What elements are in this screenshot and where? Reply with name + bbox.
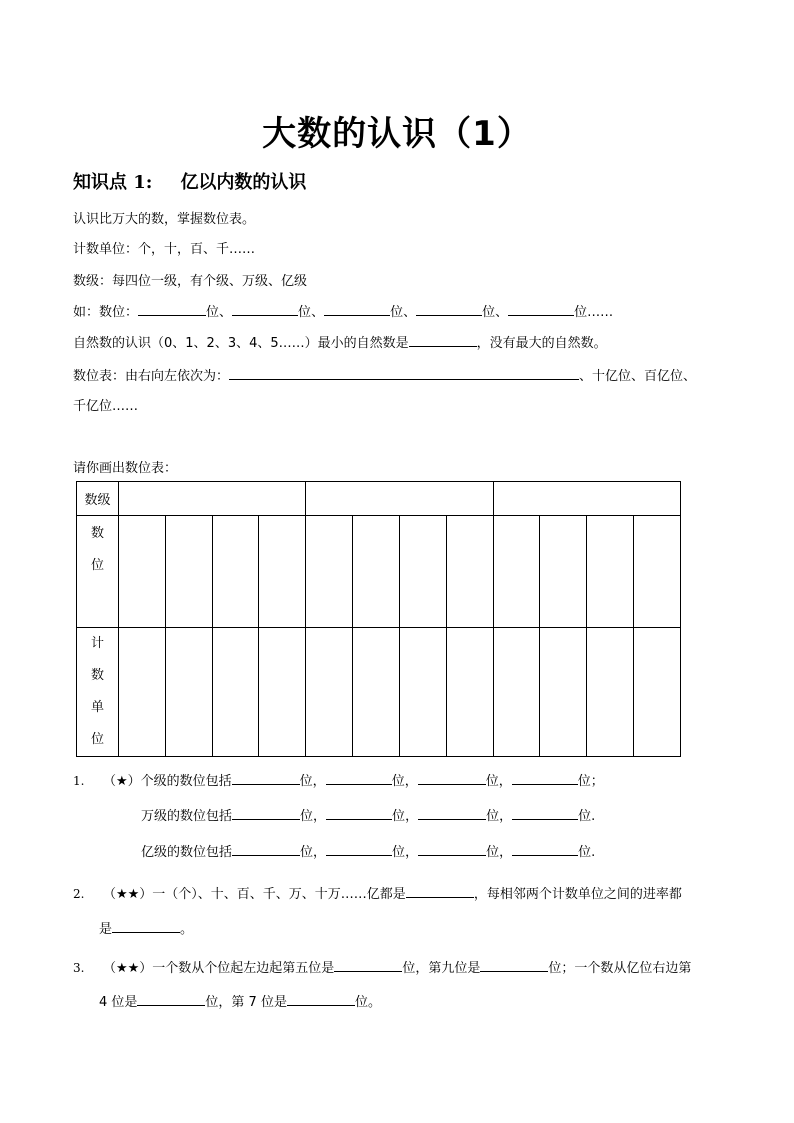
answer-blank[interactable]: [480, 959, 548, 972]
question-3-row-2: [99, 991, 381, 1010]
answer-blank[interactable]: [326, 843, 392, 856]
unit-cell[interactable]: [259, 628, 306, 757]
answer-blank[interactable]: [508, 303, 574, 316]
section-heading: [73, 168, 306, 194]
place-table-line: [73, 365, 696, 384]
answer-blank[interactable]: [416, 303, 482, 316]
sep-text: 、: [495, 305, 509, 320]
place-example-line: [73, 301, 613, 320]
question-text: 位，第九位是: [402, 961, 481, 976]
question-number: 2.: [73, 887, 85, 901]
answer-blank[interactable]: [137, 993, 205, 1006]
digit-cell[interactable]: [540, 516, 587, 628]
answer-blank[interactable]: [418, 772, 486, 785]
comma-text: ，: [312, 774, 326, 789]
natural-suffix: ，没有最大的自然数。: [476, 336, 607, 351]
question-text: ，每相邻两个计数单位之间的进率都: [473, 887, 682, 902]
example-suffix: 位……: [574, 305, 614, 320]
question-text: 位；一个数从亿位右边第: [548, 961, 692, 976]
comma-text: ，: [404, 774, 418, 789]
answer-blank[interactable]: [229, 367, 579, 380]
levels-line: 数级：每四位一级，有个级、万级、亿级: [73, 274, 308, 289]
example-prefix: 如：数位：: [73, 305, 139, 320]
end-text: 位.: [578, 845, 596, 860]
answer-blank[interactable]: [232, 772, 300, 785]
end-text: 位。: [354, 995, 381, 1010]
comma-text: ，: [405, 809, 419, 824]
digit-cell[interactable]: [446, 516, 493, 628]
comma-text: ，: [313, 845, 327, 860]
sep-text: 、: [311, 305, 325, 320]
answer-blank[interactable]: [324, 303, 390, 316]
answer-blank[interactable]: [326, 772, 392, 785]
digit-cell[interactable]: [399, 516, 446, 628]
comma-text: ，: [499, 845, 513, 860]
unit-cell[interactable]: [353, 628, 400, 757]
wei-text: 位: [300, 845, 314, 860]
unit-cell[interactable]: [306, 628, 353, 757]
digit-label-char: 数: [90, 526, 104, 541]
natural-prefix: 自然数的认识（0、1、2、3、4、5……）最小的自然数是: [73, 336, 409, 351]
answer-blank[interactable]: [287, 993, 355, 1006]
section-title: 亿以内数的认识: [180, 172, 307, 193]
question-1-row-3: [141, 841, 595, 860]
question-number: 1.: [73, 774, 85, 788]
answer-blank[interactable]: [326, 807, 392, 820]
wei-text: 位: [391, 774, 405, 789]
digit-cell[interactable]: [353, 516, 400, 628]
answer-blank[interactable]: [232, 807, 300, 820]
natural-number-line: [73, 332, 607, 351]
answer-blank[interactable]: [232, 303, 298, 316]
wei-text: 位: [300, 809, 314, 824]
answer-blank[interactable]: [232, 843, 300, 856]
wei-text: 位: [392, 809, 406, 824]
question-2-row-2: [99, 918, 193, 937]
wei-text: 位: [486, 809, 500, 824]
question-text: （★）个级的数位包括: [103, 774, 232, 789]
wei-text: 位: [486, 845, 500, 860]
wei-text: 位: [390, 305, 404, 320]
unit-label-char: 单: [90, 700, 104, 715]
question-text: （★★）一个数从个位起左边起第五位是: [103, 961, 335, 976]
comma-text: ，: [498, 774, 512, 789]
question-1: [73, 770, 604, 789]
level-label-cell: 数级: [77, 482, 119, 516]
unit-cell[interactable]: [634, 628, 681, 757]
answer-blank[interactable]: [409, 334, 477, 347]
unit-label-char: 计: [90, 636, 104, 651]
place-table-prefix: 数位表：由右向左依次为：: [73, 369, 230, 384]
intro-line: 认识比万大的数，掌握数位表。: [73, 212, 256, 227]
answer-blank[interactable]: [512, 772, 578, 785]
comma-text: ，: [405, 845, 419, 860]
unit-cell[interactable]: [493, 628, 540, 757]
draw-prompt: 请你画出数位表：: [73, 461, 178, 476]
unit-label-cell: [77, 628, 119, 757]
level-cell[interactable]: [306, 482, 493, 516]
answer-blank[interactable]: [512, 843, 578, 856]
end-text: 。: [180, 922, 194, 937]
question-3: [73, 957, 691, 976]
digit-cell[interactable]: [306, 516, 353, 628]
level-cell[interactable]: [119, 482, 306, 516]
answer-blank[interactable]: [418, 807, 486, 820]
question-1-row-2: [141, 805, 595, 824]
answer-blank[interactable]: [334, 959, 402, 972]
sep-text: 、: [403, 305, 417, 320]
digit-label-cell: [77, 516, 119, 628]
unit-cell[interactable]: [165, 628, 212, 757]
unit-cell[interactable]: [540, 628, 587, 757]
wei-text: 位: [206, 305, 220, 320]
answer-blank[interactable]: [418, 843, 486, 856]
place-table-suffix: 、十亿位、百亿位、: [579, 369, 697, 384]
unit-cell[interactable]: [587, 628, 634, 757]
page-title: 大数的认识（1）: [262, 114, 532, 154]
question-text: 4 位是: [99, 995, 138, 1010]
question-text: 万级的数位包括: [141, 809, 233, 824]
unit-label-char: 位: [90, 732, 104, 747]
question-text: 亿级的数位包括: [141, 845, 233, 860]
answer-blank[interactable]: [112, 920, 180, 933]
digit-cell[interactable]: [587, 516, 634, 628]
end-text: 位；: [577, 774, 604, 789]
unit-cell[interactable]: [212, 628, 259, 757]
digit-cell[interactable]: [212, 516, 259, 628]
place-table-line-2: 千亿位……: [73, 399, 139, 414]
section-label: 知识点 1:: [73, 172, 153, 193]
level-cell[interactable]: [493, 482, 680, 516]
answer-blank[interactable]: [138, 303, 206, 316]
counting-units-line: 计数单位：个，十，百、千……: [73, 242, 256, 257]
question-text: （★★）一（个）、十、百、千、万、十万……亿都是: [103, 887, 406, 902]
comma-text: ，: [499, 809, 513, 824]
digit-cell[interactable]: [119, 516, 166, 628]
wei-text: 位: [482, 305, 496, 320]
digit-cell[interactable]: [634, 516, 681, 628]
end-text: 位.: [578, 809, 596, 824]
wei-text: 位: [392, 845, 406, 860]
unit-cell[interactable]: [446, 628, 493, 757]
wei-text: 位: [298, 305, 312, 320]
comma-text: ，: [313, 809, 327, 824]
answer-blank[interactable]: [406, 885, 474, 898]
digit-cell[interactable]: [493, 516, 540, 628]
question-text: 是: [99, 922, 113, 937]
digit-cell[interactable]: [259, 516, 306, 628]
wei-text: 位: [299, 774, 313, 789]
unit-cell[interactable]: [399, 628, 446, 757]
question-number: 3.: [73, 961, 85, 975]
question-text: 位，第 7 位是: [205, 995, 287, 1010]
wei-text: 位: [485, 774, 499, 789]
unit-cell[interactable]: [119, 628, 166, 757]
sep-text: 、: [219, 305, 233, 320]
answer-blank[interactable]: [512, 807, 578, 820]
place-value-table: [76, 481, 681, 757]
digit-cell[interactable]: [165, 516, 212, 628]
digit-label-char: 位: [90, 558, 104, 573]
unit-label-char: 数: [90, 668, 104, 683]
question-2: [73, 883, 682, 902]
